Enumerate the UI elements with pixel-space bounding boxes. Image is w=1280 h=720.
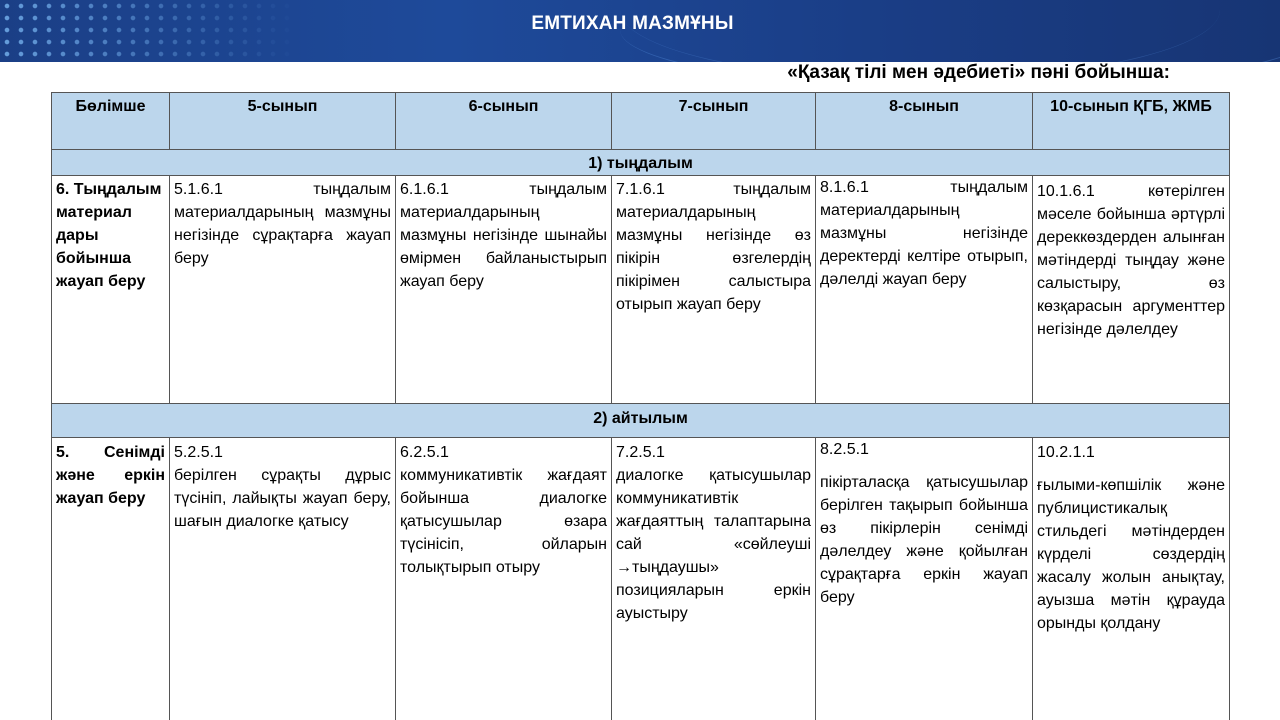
- section-row-listening: [52, 150, 1230, 176]
- objective-code: 8.2.5.1: [820, 441, 869, 458]
- subject-subtitle: «Қазақ тілі мен әдебиеті» пәні бойынша:: [787, 62, 1170, 83]
- table-cell: [816, 438, 1033, 720]
- objective-code: 7.2.5.1: [616, 444, 665, 461]
- objective-code: 5.1.6.1: [174, 181, 223, 198]
- table-cell: [1033, 176, 1230, 404]
- column-header: Бөлімше: [52, 93, 170, 150]
- table-cell: [816, 176, 1033, 404]
- section-row-speaking: [52, 404, 1230, 438]
- objective-text: ғылыми-көпшілік және публицистикалық стильдегі мәтіндерден күрделі сөздердің жасалу жолын анықтау, ауызша мәтін құрауда орынды қолдану: [1037, 477, 1225, 632]
- column-header: 5-сынып: [170, 93, 396, 150]
- subsection-cell: 6. Тыңдалым материал дары бойынша жауап беру: [52, 176, 170, 404]
- objective-text: берілген сұрақты дұрыс түсініп, лайықты жауап беру, шағын диалогке қатысу: [174, 467, 391, 530]
- objective-code: 10.2.1.1: [1037, 444, 1095, 461]
- table-row: [52, 176, 1230, 404]
- table-cell: [170, 438, 396, 720]
- objective-text: тыңдалым материалдарының мазмұны негізінде деректерді келтіре отырып, дәлелді жауап беру: [820, 179, 1028, 288]
- section-title: 1) тыңдалым: [52, 150, 1230, 176]
- table-cell: [396, 176, 612, 404]
- objective-text: тыңдалым материалдарының мазмұны негізінде сұрақтарға жауап беру: [174, 181, 391, 267]
- table-cell: [396, 438, 612, 720]
- objective-code: 6.1.6.1: [400, 181, 449, 198]
- table-header-row: [52, 93, 1230, 150]
- objective-text: коммуникативтік жағдаят бойынша диалогке қатысушылар өзара түсінісіп, ойларын толықтырып отыру: [400, 467, 607, 576]
- objective-text: пікірталасқа қатысушылар берілген тақырып бойынша өз пікірлерін сенімді дәлелдеу және қойылған сұрақтарға еркін жауап беру: [820, 474, 1028, 606]
- objective-text: көтерілген мәселе бойынша әртүрлі дереккөздерден алынған мәтіндерді тыңдау және салыстыру, өз көзқарасын аргументтер негізінде дәлелдеу: [1037, 183, 1225, 338]
- table-cell: [1033, 438, 1230, 720]
- column-header: 7-сынып: [612, 93, 816, 150]
- objective-text: диалогке қатысушылар коммуникативтік жағдаяттың талаптарына сай «сөйлеуші →тыңдаушы» позицияларын еркін ауыстыру: [616, 467, 811, 622]
- objective-code: 6.2.5.1: [400, 444, 449, 461]
- table-cell: [170, 176, 396, 404]
- page-title: ЕМТИХАН МАЗМҰНЫ: [531, 13, 734, 34]
- objective-code: 5.2.5.1: [174, 444, 223, 461]
- objective-code: 7.1.6.1: [616, 181, 665, 198]
- objective-text: тыңдалым материалдарының мазмұны негізінде өз пікірін өзгелердің пікірімен салыстыра отырып жауап беру: [616, 181, 811, 313]
- exam-content-table: [51, 92, 1230, 720]
- column-header: 10-сынып ҚГБ, ЖМБ: [1033, 93, 1230, 150]
- table-row: [52, 438, 1230, 720]
- objective-code: 8.1.6.1: [820, 179, 869, 196]
- section-title: 2) айтылым: [52, 404, 1230, 438]
- table-cell: [612, 438, 816, 720]
- column-header: 8-сынып: [816, 93, 1033, 150]
- header-banner: [0, 0, 1280, 62]
- subsection-cell: 5. Сенімді және еркін жауап беру: [52, 438, 170, 720]
- column-header: 6-сынып: [396, 93, 612, 150]
- table-cell: [612, 176, 816, 404]
- objective-code: 10.1.6.1: [1037, 183, 1095, 200]
- objective-text: тыңдалым материалдарының мазмұны негізінде шынайы өмірмен байланыстырып жауап беру: [400, 181, 607, 290]
